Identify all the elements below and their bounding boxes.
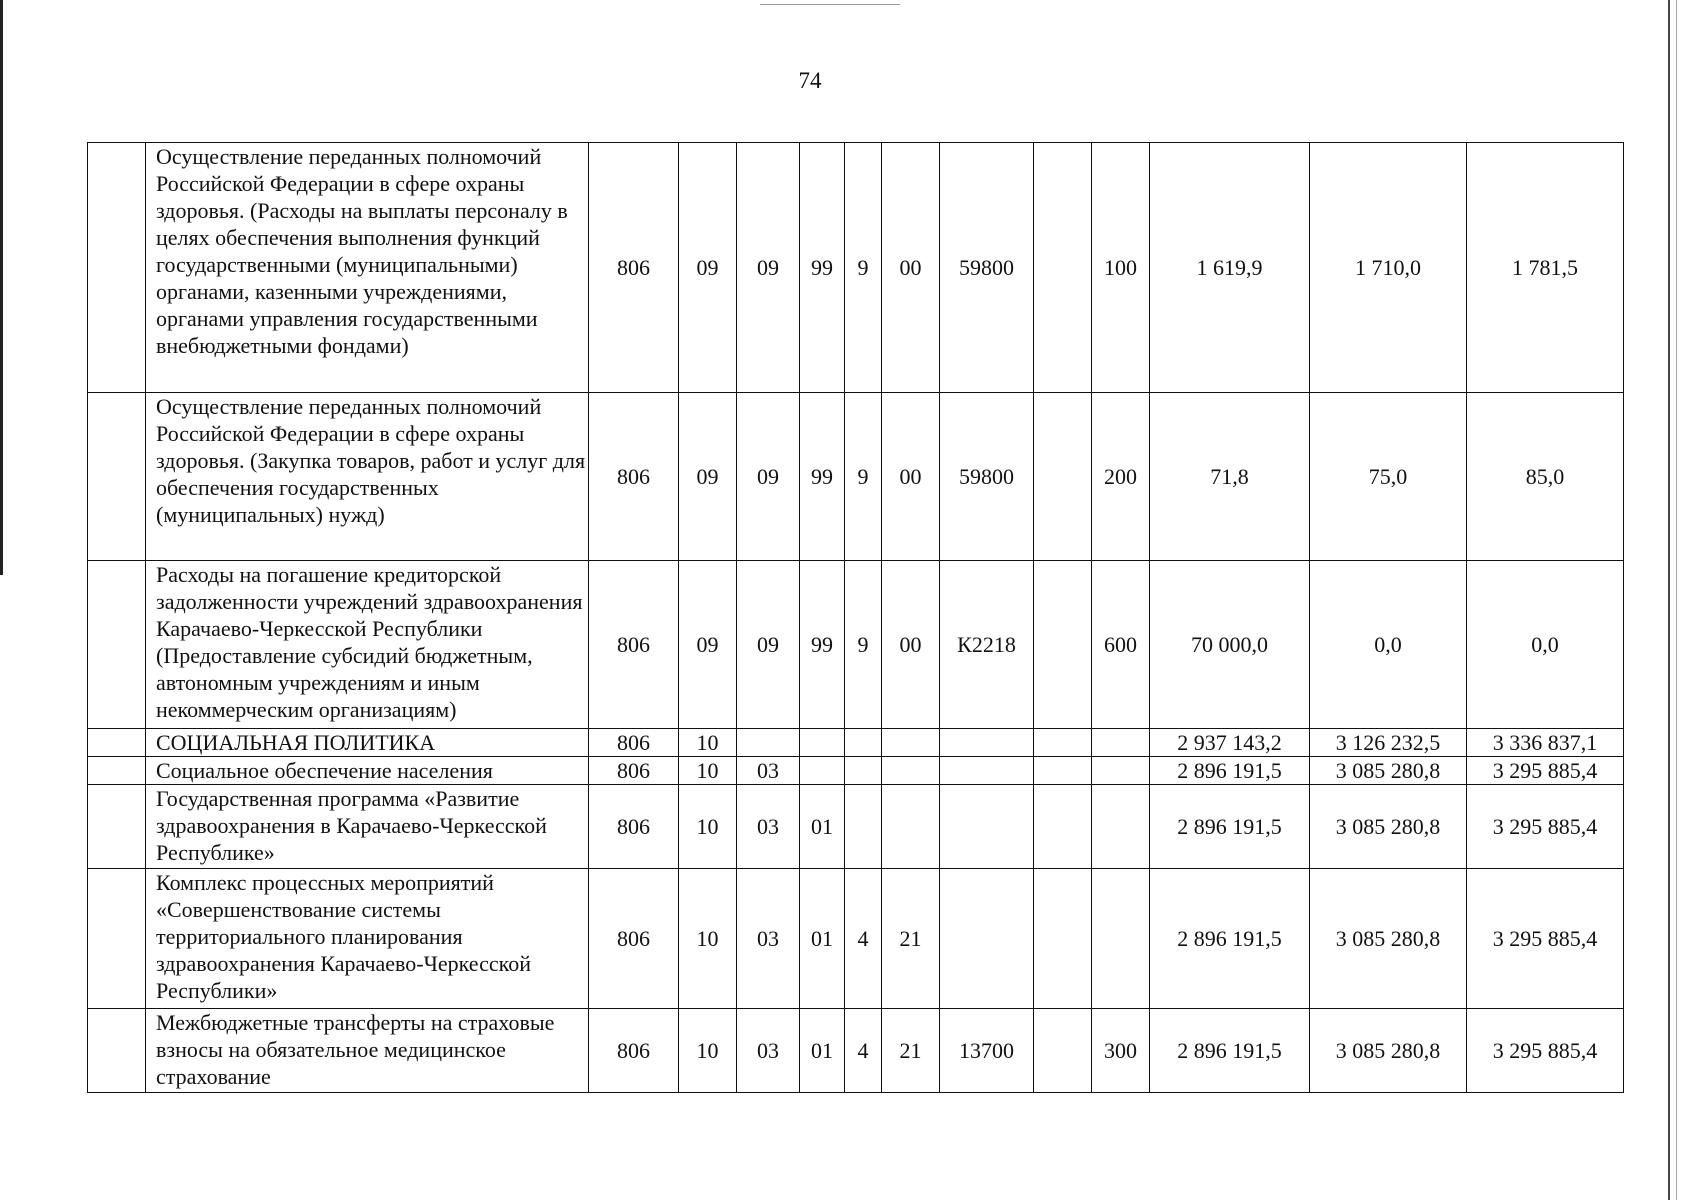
cell-direction: 59800 xyxy=(940,393,1034,561)
cell-value-3: 85,0 xyxy=(1467,393,1624,561)
cell-value-2: 3 085 280,8 xyxy=(1310,869,1467,1009)
cell-expense-type xyxy=(1092,785,1150,869)
cell-value-1: 2 896 191,5 xyxy=(1150,869,1310,1009)
cell-section: 10 xyxy=(679,785,737,869)
cell-event xyxy=(882,757,940,785)
cell-program xyxy=(800,729,845,757)
row-name: Межбюджетные трансферты на страховые взносы на обязательное медицинское страхование xyxy=(146,1009,589,1093)
cell-section: 10 xyxy=(679,1009,737,1093)
cell-subprogram: 4 xyxy=(845,1009,882,1093)
row-marker-cell xyxy=(88,143,146,393)
cell-program: 01 xyxy=(800,785,845,869)
cell-section: 10 xyxy=(679,757,737,785)
row-marker-cell xyxy=(88,729,146,757)
cell-blank xyxy=(1034,1009,1092,1093)
cell-ministry: 806 xyxy=(589,143,679,393)
cell-event: 00 xyxy=(882,393,940,561)
cell-value-2: 75,0 xyxy=(1310,393,1467,561)
cell-event xyxy=(882,729,940,757)
cell-program: 01 xyxy=(800,1009,845,1093)
cell-value-3: 3 295 885,4 xyxy=(1467,757,1624,785)
row-marker-cell xyxy=(88,393,146,561)
cell-value-2: 1 710,0 xyxy=(1310,143,1467,393)
cell-section: 09 xyxy=(679,393,737,561)
budget-table xyxy=(87,142,1624,1093)
cell-blank xyxy=(1034,143,1092,393)
row-marker-cell xyxy=(88,561,146,729)
cell-section: 10 xyxy=(679,869,737,1009)
cell-expense-type: 100 xyxy=(1092,143,1150,393)
cell-value-3: 3 336 837,1 xyxy=(1467,729,1624,757)
cell-ministry: 806 xyxy=(589,393,679,561)
scan-edge-left xyxy=(0,0,3,575)
row-name: Социальное обеспечение населения xyxy=(146,757,589,785)
cell-expense-type: 200 xyxy=(1092,393,1150,561)
cell-blank xyxy=(1034,561,1092,729)
scan-edge-top xyxy=(760,4,900,5)
row-name: Осуществление переданных полномочий Российской Федерации в сфере охраны здоровья. (Расходы на выплаты персоналу в целях обеспечения выполнения функций государственными (муниципальными) органами, казенными учреждениями, органами управления государственными внебюджетными фондами) xyxy=(146,143,589,393)
cell-value-3: 3 295 885,4 xyxy=(1467,869,1624,1009)
cell-ministry: 806 xyxy=(589,729,679,757)
cell-value-1: 2 896 191,5 xyxy=(1150,1009,1310,1093)
cell-expense-type xyxy=(1092,869,1150,1009)
row-marker-cell xyxy=(88,785,146,869)
cell-event: 21 xyxy=(882,869,940,1009)
cell-subsection: 09 xyxy=(737,561,800,729)
cell-value-1: 70 000,0 xyxy=(1150,561,1310,729)
table-row xyxy=(88,1009,1624,1093)
cell-subprogram: 9 xyxy=(845,393,882,561)
cell-event xyxy=(882,785,940,869)
table-row xyxy=(88,785,1624,869)
cell-subsection: 03 xyxy=(737,869,800,1009)
cell-value-1: 2 937 143,2 xyxy=(1150,729,1310,757)
cell-value-1: 1 619,9 xyxy=(1150,143,1310,393)
cell-program: 99 xyxy=(800,393,845,561)
cell-direction xyxy=(940,869,1034,1009)
cell-expense-type xyxy=(1092,757,1150,785)
cell-blank xyxy=(1034,869,1092,1009)
cell-direction: 13700 xyxy=(940,1009,1034,1093)
cell-blank xyxy=(1034,757,1092,785)
cell-section: 09 xyxy=(679,143,737,393)
row-marker-cell xyxy=(88,1009,146,1093)
cell-value-2: 3 126 232,5 xyxy=(1310,729,1467,757)
cell-value-1: 2 896 191,5 xyxy=(1150,785,1310,869)
table-row xyxy=(88,561,1624,729)
cell-direction xyxy=(940,785,1034,869)
cell-ministry: 806 xyxy=(589,757,679,785)
cell-subprogram xyxy=(845,729,882,757)
page-number: 74 xyxy=(798,68,822,93)
row-marker-cell xyxy=(88,869,146,1009)
cell-program: 01 xyxy=(800,869,845,1009)
cell-ministry: 806 xyxy=(589,785,679,869)
row-name: Расходы на погашение кредиторской задолженности учреждений здравоохранения Карачаево-Черкесской Республики (Предоставление субсидий бюджетным, автономным учреждениям и иным некоммерческим организациям) xyxy=(146,561,589,729)
cell-expense-type: 300 xyxy=(1092,1009,1150,1093)
table-row xyxy=(88,729,1624,757)
cell-value-3: 3 295 885,4 xyxy=(1467,785,1624,869)
cell-subsection: 03 xyxy=(737,785,800,869)
cell-value-2: 0,0 xyxy=(1310,561,1467,729)
cell-section: 10 xyxy=(679,729,737,757)
cell-ministry: 806 xyxy=(589,561,679,729)
cell-blank xyxy=(1034,785,1092,869)
cell-subsection xyxy=(737,729,800,757)
cell-value-1: 71,8 xyxy=(1150,393,1310,561)
row-name: СОЦИАЛЬНАЯ ПОЛИТИКА xyxy=(146,729,589,757)
cell-program: 99 xyxy=(800,143,845,393)
cell-subprogram: 4 xyxy=(845,869,882,1009)
cell-expense-type: 600 xyxy=(1092,561,1150,729)
cell-program xyxy=(800,757,845,785)
cell-direction: К2218 xyxy=(940,561,1034,729)
cell-event: 00 xyxy=(882,143,940,393)
cell-subprogram xyxy=(845,757,882,785)
cell-subsection: 03 xyxy=(737,1009,800,1093)
cell-program: 99 xyxy=(800,561,845,729)
cell-subsection: 09 xyxy=(737,143,800,393)
cell-value-3: 0,0 xyxy=(1467,561,1624,729)
table-row xyxy=(88,757,1624,785)
cell-value-2: 3 085 280,8 xyxy=(1310,757,1467,785)
cell-expense-type xyxy=(1092,729,1150,757)
cell-value-3: 3 295 885,4 xyxy=(1467,1009,1624,1093)
row-name: Государственная программа «Развитие здравоохранения в Карачаево-Черкесской Республике» xyxy=(146,785,589,869)
cell-direction: 59800 xyxy=(940,143,1034,393)
cell-direction xyxy=(940,757,1034,785)
cell-ministry: 806 xyxy=(589,869,679,1009)
cell-value-2: 3 085 280,8 xyxy=(1310,785,1467,869)
cell-subsection: 09 xyxy=(737,393,800,561)
cell-event: 00 xyxy=(882,561,940,729)
scan-edge-right xyxy=(1668,0,1670,1200)
cell-value-3: 1 781,5 xyxy=(1467,143,1624,393)
row-name: Комплекс процессных мероприятий «Совершенствование системы территориального планирования здравоохранения Карачаево-Черкесской Республики» xyxy=(146,869,589,1009)
cell-subsection: 03 xyxy=(737,757,800,785)
cell-event: 21 xyxy=(882,1009,940,1093)
cell-blank xyxy=(1034,393,1092,561)
cell-value-1: 2 896 191,5 xyxy=(1150,757,1310,785)
cell-subprogram: 9 xyxy=(845,561,882,729)
cell-subprogram xyxy=(845,785,882,869)
row-name: Осуществление переданных полномочий Российской Федерации в сфере охраны здоровья. (Закупка товаров, работ и услуг для обеспечения государственных (муниципальных) нужд) xyxy=(146,393,589,561)
row-marker-cell xyxy=(88,757,146,785)
table-row xyxy=(88,143,1624,393)
cell-subprogram: 9 xyxy=(845,143,882,393)
scan-edge-right-faint xyxy=(1676,0,1677,1200)
table-row xyxy=(88,393,1624,561)
cell-blank xyxy=(1034,729,1092,757)
table-row xyxy=(88,869,1624,1009)
cell-value-2: 3 085 280,8 xyxy=(1310,1009,1467,1093)
cell-section: 09 xyxy=(679,561,737,729)
cell-ministry: 806 xyxy=(589,1009,679,1093)
cell-direction xyxy=(940,729,1034,757)
